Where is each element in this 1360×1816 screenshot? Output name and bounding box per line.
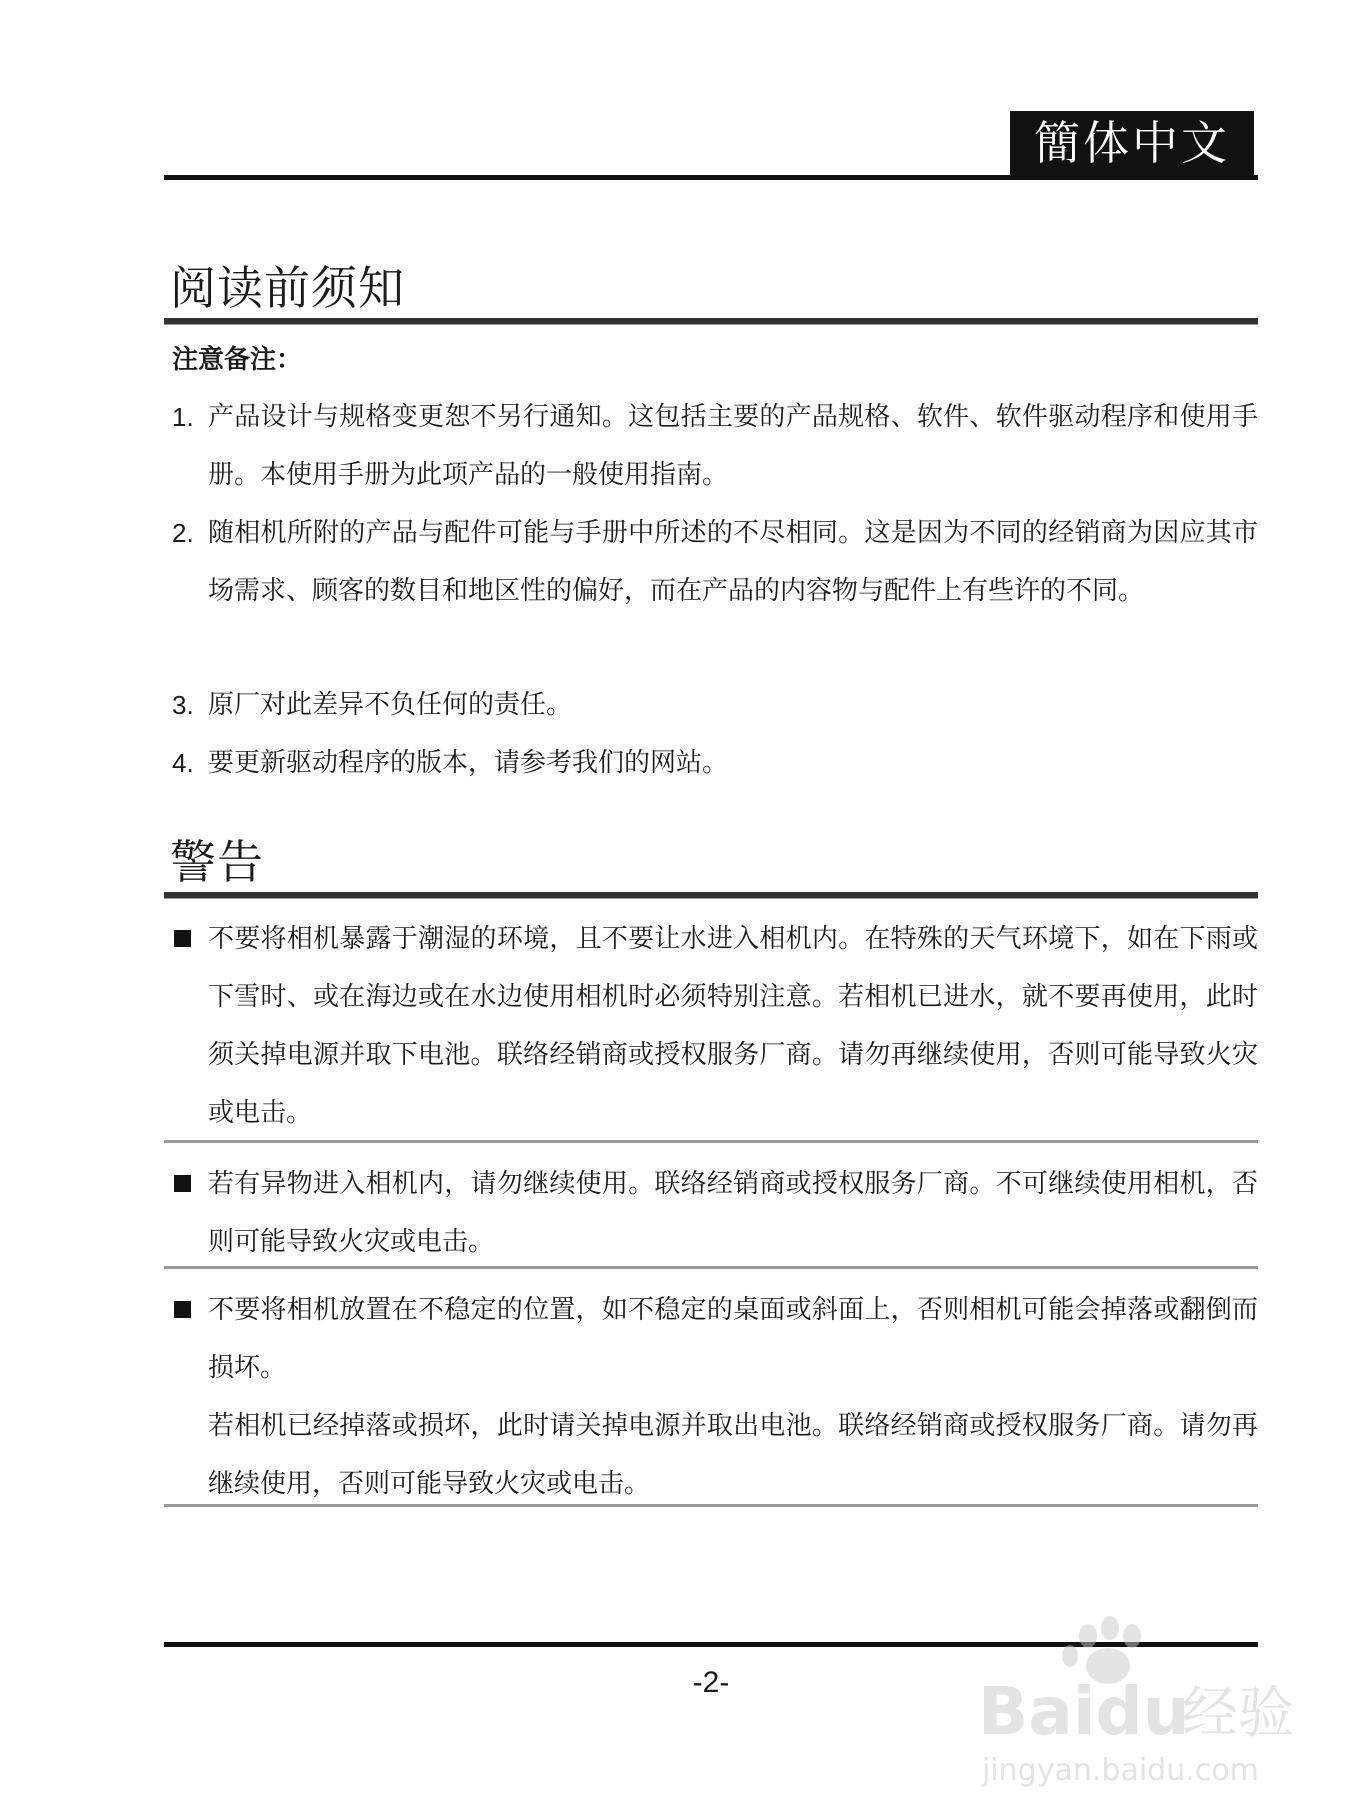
list-item-number: 4.: [172, 748, 194, 778]
page-number: -2-: [692, 1666, 730, 1699]
warning-divider: [164, 1266, 1258, 1269]
list-item: [172, 676, 1258, 734]
list-item: [172, 734, 1258, 792]
list-item: [172, 504, 1258, 620]
section-title-read-first: 阅读前须知: [170, 261, 405, 315]
warning-text: 若有异物进入相机内，请勿继续使用。联络经销商或授权服务厂商。不可继续使用相机，否则可能导致火灾或电击。: [208, 1169, 1258, 1257]
header-rule: [164, 175, 1258, 180]
warning-divider: [164, 1140, 1258, 1143]
list-item: [172, 388, 1258, 504]
list-item-text: 要更新驱动程序的版本，请参考我们的网站。: [208, 748, 729, 778]
list-item-number: 3.: [172, 690, 194, 720]
warning-item: [172, 910, 1258, 1142]
section-rule-read-first: [164, 318, 1258, 325]
watermark-brand-suffix: 经验: [1182, 1681, 1294, 1746]
square-bullet-icon: [174, 1175, 191, 1192]
list-item-text: 随相机所附的产品与配件可能与手册中所述的不尽相同。这是因为不同的经销商为因应其市场需求、顾客的数目和地区性的偏好，而在产品的内容物与配件上有些许的不同。: [208, 518, 1258, 606]
square-bullet-icon: [174, 930, 191, 947]
warning-text: 不要将相机暴露于潮湿的环境，且不要让水进入相机内。在特殊的天气环境下，如在下雨或下雪时、或在海边或在水边使用相机时必须特别注意。若相机已进水，就不要再使用，此时须关掉电源并取下电池。联络经销商或授权服务厂商。请勿再继续使用，否则可能导致火灾或电击。: [208, 924, 1258, 1128]
list-item-text: 产品设计与规格变更恕不另行通知。这包括主要的产品规格、软件、软件驱动程序和使用手册。本使用手册为此项产品的一般使用指南。: [208, 402, 1258, 490]
section-rule-warning: [164, 892, 1258, 899]
list-item-number: 1.: [172, 402, 194, 432]
warning-text-continued: 若相机已经掉落或损坏，此时请关掉电源并取出电池。联络经销商或授权服务厂商。请勿再继续使用，否则可能导致火灾或电击。: [208, 1411, 1258, 1499]
watermark-brand: Baidu: [978, 1673, 1190, 1750]
list-item-text: 原厂对此差异不负任何的责任。: [208, 690, 573, 720]
warning-item: [172, 1155, 1258, 1271]
warning-item: [172, 1281, 1258, 1513]
list-item-number: 2.: [172, 518, 194, 548]
watermark-url: jingyan.baidu.com: [982, 1753, 1259, 1788]
notes-label: 注意备注：: [172, 345, 303, 375]
section-title-warning: 警告: [170, 835, 264, 889]
warning-text: 不要将相机放置在不稳定的位置，如不稳定的桌面或斜面上，否则相机可能会掉落或翻倒而损坏。: [208, 1295, 1258, 1383]
baidu-watermark-logo: [970, 1612, 1310, 1792]
warning-divider: [164, 1504, 1258, 1507]
square-bullet-icon: [174, 1301, 191, 1318]
language-tab: 簡体中文: [1010, 111, 1254, 175]
